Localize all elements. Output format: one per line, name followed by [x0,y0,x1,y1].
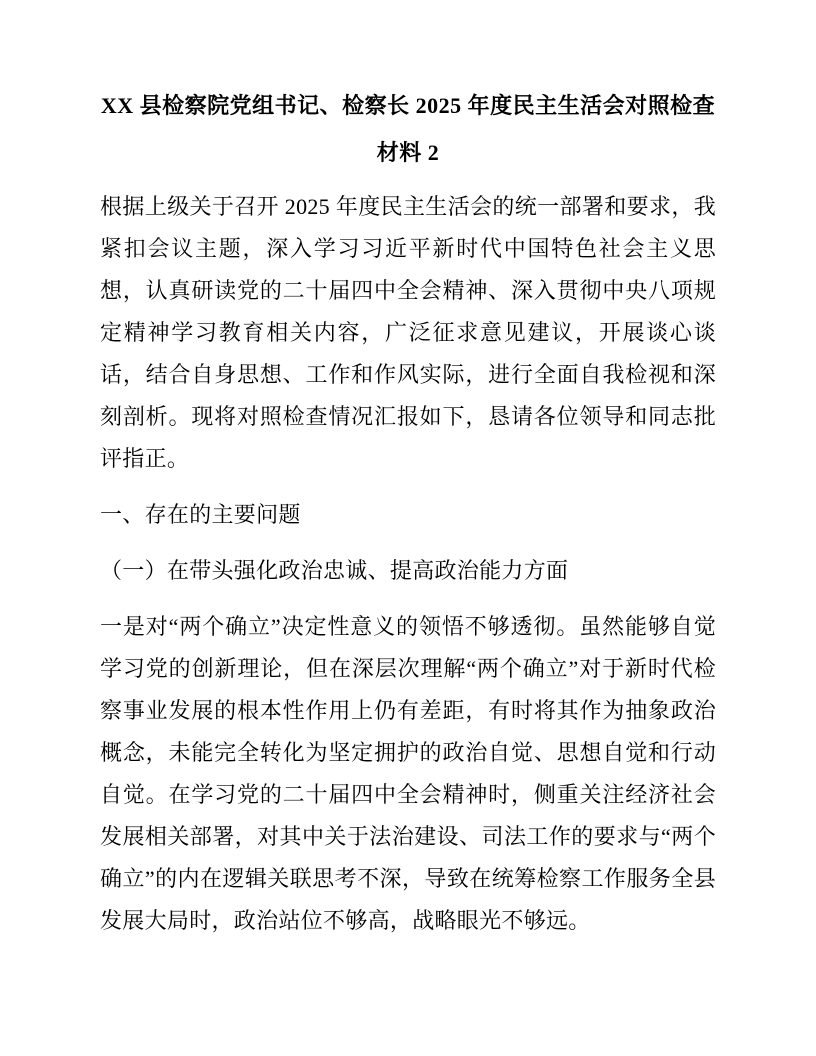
heading-section-1: （一）在带头强化政治忠诚、提高政治能力方面 [100,558,569,583]
paragraph-intro: 根据上级关于召开 2025 年度民主生活会的统一部署和要求，我紧扣会议主题，深入学习习近平新时代中国特色社会主义思想，认真研读党的二十届四中全会精神、深入贯彻中央八项规定精神学习教育相关内容，广泛征求意见建议，开展谈心谈话，结合自身思想、工作和作风实际，进行全面自我检视和深刻剖析。现将对照检查情况汇报如下，恳请各位领导和同志批评指正。 [100,194,716,471]
heading-main-problems: 一、存在的主要问题 [100,502,301,527]
paragraph-issue-1: 一是对“两个确立”决定性意义的领悟不够透彻。虽然能够自觉学习党的创新理论，但在深层次理解“两个确立”对于新时代检察事业发展的根本性作用上仍有差距，有时将其作为抽象政治概念，未能完全转化为坚定拥护的政治自觉、思想自觉和行动自觉。在学习党的二十届四中全会精神时，侧重关注经济社会发展相关部署，对其中关于法治建设、司法工作的要求与“两个确立”的内在逻辑关联思考不深，导致在统筹检察工作服务全县发展大局时，政治站位不够高，战略眼光不够远。 [100,614,716,933]
document-title: XX 县检察院党组书记、检察长 2025 年度民主生活会对照检查材料 2 [100,93,716,165]
